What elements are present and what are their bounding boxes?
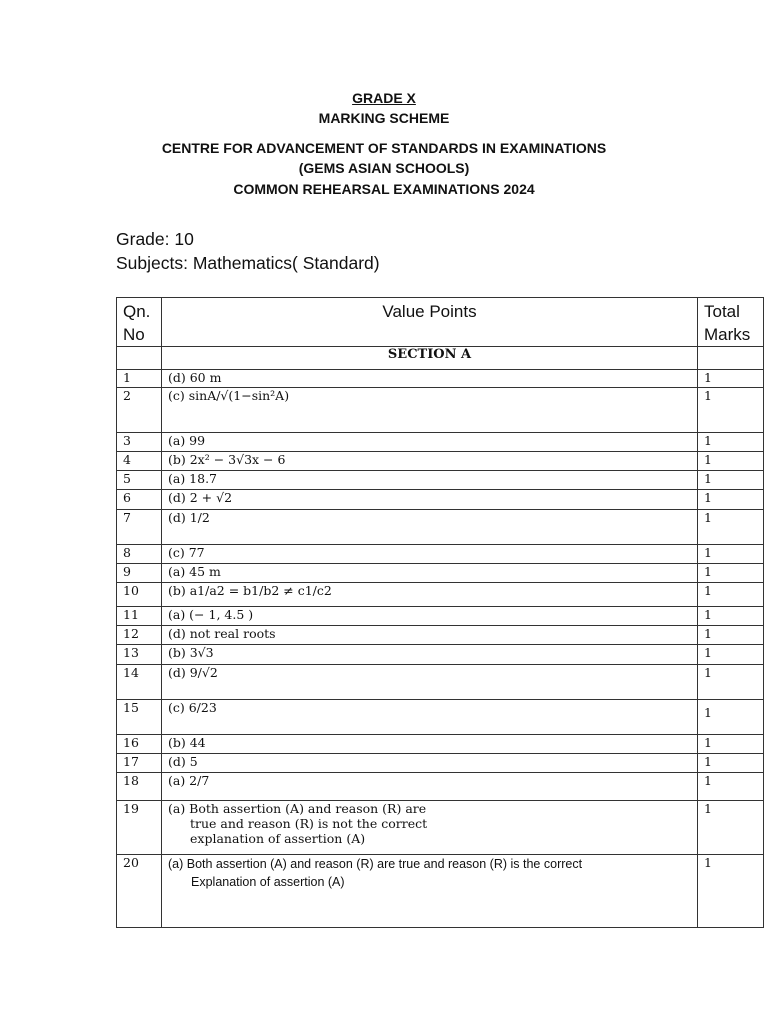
question-number: 15 — [117, 700, 162, 735]
table-row — [117, 510, 764, 545]
question-number: 11 — [117, 607, 162, 626]
table-row — [117, 452, 764, 471]
col-value-header: Value Points — [162, 298, 698, 347]
marks: 1 — [698, 754, 764, 773]
col-total-line2: Marks — [704, 325, 751, 344]
table-row — [117, 545, 764, 564]
answer: (c) 77 — [162, 545, 698, 564]
marks: 1 — [698, 564, 764, 583]
table-row — [117, 370, 764, 388]
marks: 1 — [698, 665, 764, 700]
question-number: 14 — [117, 665, 162, 700]
grade-heading: GRADE X — [352, 90, 416, 106]
answer: (b) 44 — [162, 735, 698, 754]
question-number: 6 — [117, 490, 162, 510]
question-number: 4 — [117, 452, 162, 471]
marks: 1 — [698, 855, 764, 928]
table-header-row — [117, 298, 764, 347]
marks: 1 — [698, 452, 764, 471]
table-row — [117, 801, 764, 855]
grade-line: Grade: 10 — [116, 229, 194, 249]
col-qn-header — [117, 298, 162, 347]
marks: 1 — [698, 700, 764, 735]
marks: 1 — [698, 735, 764, 754]
table-row — [117, 388, 764, 433]
question-number: 16 — [117, 735, 162, 754]
answer-line: true and reason (R) is not the correct — [190, 816, 428, 831]
question-number: 2 — [117, 388, 162, 433]
answer: (b) 3√3 — [162, 645, 698, 665]
marks: 1 — [698, 583, 764, 607]
marks: 1 — [698, 801, 764, 855]
answer: (a) 18.7 — [162, 471, 698, 490]
answer: (b) 2x² − 3√3x − 6 — [162, 452, 698, 471]
table-row — [117, 855, 764, 928]
marks: 1 — [698, 607, 764, 626]
answer-line: (a) Both assertion (A) and reason (R) are true and reason (R) is the correct — [168, 857, 583, 871]
table-row — [117, 490, 764, 510]
table-row — [117, 700, 764, 735]
answer-line: Explanation of assertion (A) — [191, 875, 345, 889]
answer: (c) sinA/√(1−sin²A) — [162, 388, 698, 433]
question-number: 17 — [117, 754, 162, 773]
answer: (b) a1/a2 = b1/b2 ≠ c1/c2 — [162, 583, 698, 607]
marks: 1 — [698, 490, 764, 510]
table-row — [117, 583, 764, 607]
table-row — [117, 564, 764, 583]
answer: (a) (− 1, 4.5 ) — [162, 607, 698, 626]
question-number: 3 — [117, 433, 162, 452]
organization-name: CENTRE FOR ADVANCEMENT OF STANDARDS IN EXAMINATIONS — [161, 140, 607, 156]
marks: 1 — [698, 545, 764, 564]
question-number: 8 — [117, 545, 162, 564]
table-row — [117, 626, 764, 645]
table-row — [117, 754, 764, 773]
answer: (a) 99 — [162, 433, 698, 452]
question-number: 9 — [117, 564, 162, 583]
table-row — [117, 645, 764, 665]
answer: (a) 2/7 — [162, 773, 698, 801]
answer — [162, 855, 698, 928]
table-row — [117, 607, 764, 626]
col-total-line1: Total — [704, 302, 740, 321]
marks: 1 — [698, 433, 764, 452]
question-number: 20 — [117, 855, 162, 928]
table-row — [117, 773, 764, 801]
answer: (d) 2 + √2 — [162, 490, 698, 510]
answer — [162, 801, 698, 855]
table-row — [117, 735, 764, 754]
question-number: 19 — [117, 801, 162, 855]
answer: (d) 1/2 — [162, 510, 698, 545]
marking-table — [116, 297, 764, 928]
question-number: 5 — [117, 471, 162, 490]
answer: (d) 5 — [162, 754, 698, 773]
schools-name: (GEMS ASIAN SCHOOLS) — [298, 160, 470, 176]
exam-name: COMMON REHEARSAL EXAMINATIONS 2024 — [233, 181, 535, 197]
marks: 1 — [698, 388, 764, 433]
question-number: 13 — [117, 645, 162, 665]
marks: 1 — [698, 471, 764, 490]
answer-line: (a) Both assertion (A) and reason (R) are — [168, 801, 427, 816]
subject-line: Subjects: Mathematics( Standard) — [116, 253, 380, 273]
question-number: 18 — [117, 773, 162, 801]
question-number: 1 — [117, 370, 162, 388]
marks: 1 — [698, 370, 764, 388]
section-row — [117, 347, 764, 370]
table-row — [117, 433, 764, 452]
col-qn-line1: Qn. — [123, 302, 151, 321]
answer-line: explanation of assertion (A) — [190, 831, 366, 846]
answer: (c) 6/23 — [162, 700, 698, 735]
table-row — [117, 471, 764, 490]
question-number: 7 — [117, 510, 162, 545]
marking-scheme-title: MARKING SCHEME — [318, 110, 450, 126]
answer: (a) 45 m — [162, 564, 698, 583]
section-label: SECTION A — [162, 347, 698, 370]
answer: (d) 9/√2 — [162, 665, 698, 700]
marks: 1 — [698, 645, 764, 665]
answer: (d) 60 m — [162, 370, 698, 388]
table-row — [117, 665, 764, 700]
marks: 1 — [698, 773, 764, 801]
question-number: 10 — [117, 583, 162, 607]
question-number: 12 — [117, 626, 162, 645]
answer: (d) not real roots — [162, 626, 698, 645]
col-qn-line2: No — [123, 325, 145, 344]
marks: 1 — [698, 510, 764, 545]
marks: 1 — [698, 626, 764, 645]
col-total-header — [698, 298, 764, 347]
